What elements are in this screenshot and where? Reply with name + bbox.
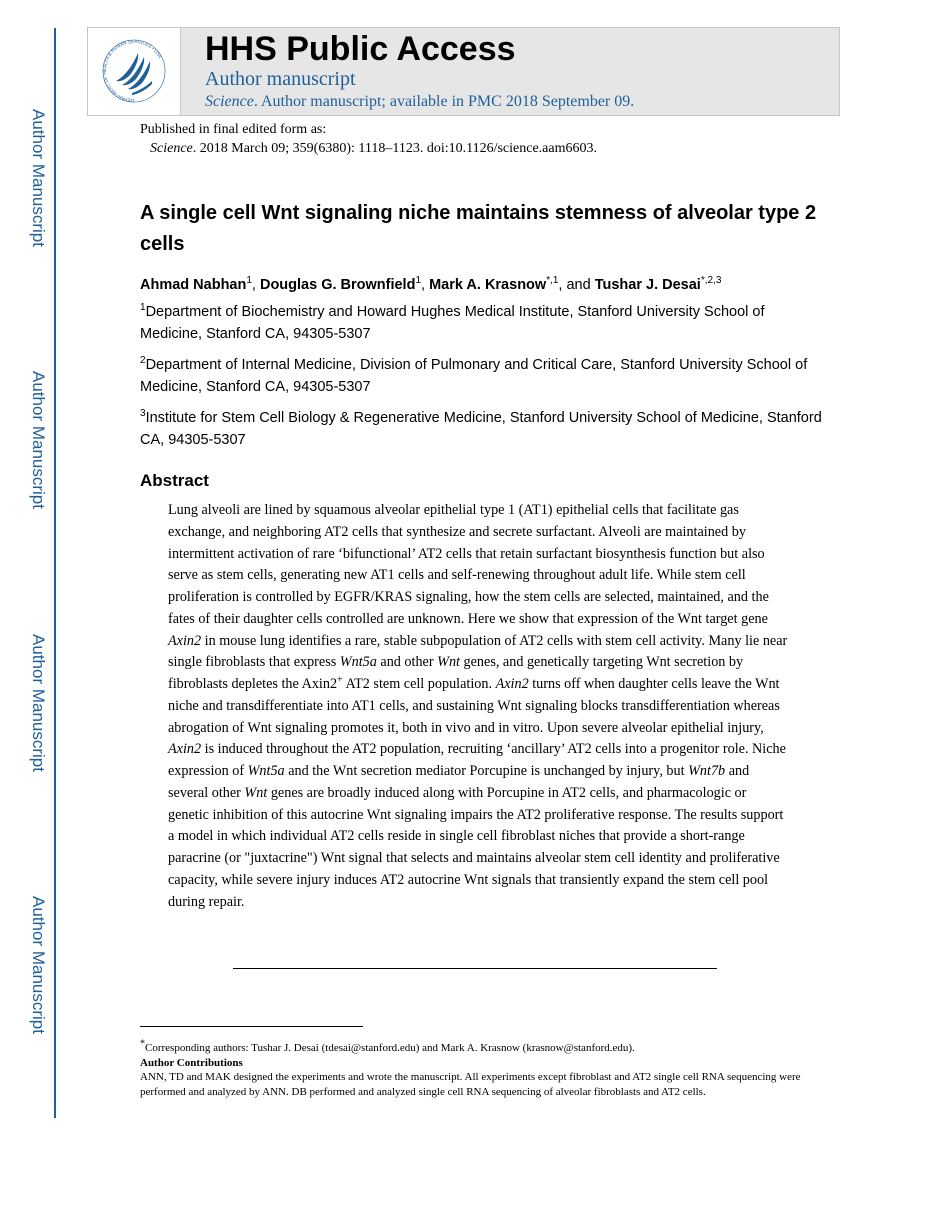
hhs-header <box>87 27 840 116</box>
header-title: HHS Public Access <box>205 30 516 68</box>
footnotes <box>140 1038 820 1099</box>
author-list: Ahmad Nabhan$^1$, Douglas G. Brownfield$^1$, Mark A. Krasnow$^{*,1}$, and Tushar J. Desai$^{*,2,3}$ <box>140 275 722 293</box>
gene-name: Wnt7b <box>688 763 726 779</box>
citation: Science. 2018 March 09; 359(6380): 1118–1123. doi:10.1126/science.aam6603. <box>150 141 597 156</box>
superscript: + <box>337 674 343 686</box>
hhs-eagle-seal-icon <box>102 37 166 105</box>
contributions-heading: Author Contributions <box>140 1056 243 1069</box>
author-name: Tushar J. Desai <box>594 277 701 293</box>
paper-title: A single cell Wnt signaling niche maintains stemness of alveolar type 2 cells <box>140 202 817 255</box>
abstract-heading: Abstract <box>140 471 209 490</box>
sidebar-rule <box>54 28 56 1118</box>
gene-name: Wnt5a <box>339 654 377 671</box>
gene-name: Axin2 <box>495 676 529 692</box>
affiliation-3: $^3$Institute for Stem Cell Biology & Regenerative Medicine, Stanford University School of Medicine, Stanford CA, 94305-5307 <box>140 408 822 448</box>
seal-text: DEPARTMENT OF HEALTH & HUMAN SERVICES • USA <box>102 38 163 104</box>
gene-name: Wnt <box>437 654 460 671</box>
gene-name: Axin2 <box>168 632 202 649</box>
affiliation-2: $^2$Department of Internal Medicine, Division of Pulmonary and Critical Care, Stanford University School of Medicine, Stanford CA, 94305-5307 <box>140 355 808 395</box>
author-affiliation-mark: *,2,3 <box>700 275 722 287</box>
published-label: Published in final edited form as: <box>140 122 327 137</box>
author-affiliation-mark: 1 <box>246 275 252 287</box>
header-subtitle: Author manuscript <box>205 68 356 90</box>
hhs-logo <box>88 28 181 115</box>
corresponding-authors: *Corresponding authors: Tushar J. Desai (tdesai@stanford.edu) and Mark A. Krasnow (krasnow@stanford.edu). <box>140 1038 635 1054</box>
author-name: Mark A. Krasnow <box>429 277 547 293</box>
author-contributions: ANN, TD and MAK designed the experiments and wrote the manuscript. All experiments except fibroblast and AT2 single cell RNA sequencing were performed and analyzed by ANN. DB performed and analyzed single cell RNA sequencing of alveolar fibroblasts and AT2 cells. <box>140 1071 801 1098</box>
author-name: Ahmad Nabhan <box>140 277 247 293</box>
author-name: Douglas G. Brownfield <box>259 277 416 293</box>
abstract-divider <box>233 968 717 969</box>
author-affiliation-mark: 1 <box>415 275 422 287</box>
citation-journal: Science <box>150 141 193 156</box>
header-availability: Science. Author manuscript; available in PMC 2018 September 09. <box>205 93 635 110</box>
gene-name: Axin2 <box>168 741 202 758</box>
journal-name: Science <box>205 93 254 110</box>
author-affiliation-mark: *,1 <box>546 275 559 287</box>
abstract-body: Lung alveoli are lined by squamous alveolar epithelial type 1 (AT1) epithelial cells that facilitate gas exchange, and neighboring AT2 cells that synthesize and secrete surfactant. Alveoli are maintained by intermittent activation of rare ‘bifunctional’ AT2 cells that retain surfactant biosynthesis function but also serve as stem cells, generating new AT1 cells and self-renewing throughout adult life. While stem cell proliferation is controlled by EGFR/KRAS signaling, how the stem cells are selected, maintained, and the fates of their daughter cells controlled are unknown. Here we show that expression of the Wnt target gene Axin2 in mouse lung identifies a rare, stable subpopulation of AT2 cells with stem cell activity. Many lie near single fibroblasts that express Wnt5a and other Wnt genes, and genetically targeting Wnt secretion by fibroblasts depletes the Axin2+ AT2 stem cell population. Axin2 turns off when daughter cells leave the Wnt niche and transdifferentiate into AT1 cells, and sustaining Wnt signaling blocks transdifferentiation whereas abrogation of Wnt signaling promotes it, both in vivo and in vitro. Upon severe alveolar epithelial injury, Axin2 is induced throughout the AT2 population, recruiting ‘ancillary’ AT2 cells into a progenitor role. Niche expression of Wnt5a and the Wnt secretion mediator Porcupine is unchanged by injury, but Wnt7b and several other Wnt genes are broadly induced along with Porcupine in AT2 cells, and pharmacologic or genetic inhibition of this autocrine Wnt signaling impairs the AT2 proliferative response. The results support a model in which individual AT2 cells reside in single cell fibroblast niches that provide a short-range paracrine (or "juxtacrine") Wnt signal that selects and maintains alveolar stem cell identity and proliferative capacity, while severe injury induces AT2 autocrine Wnt signals that transiently expand the stem cell pool during repair. <box>168 502 788 910</box>
footnote-divider <box>140 1026 363 1027</box>
gene-name: Wnt <box>244 784 268 801</box>
gene-name: Wnt5a <box>247 763 285 779</box>
affiliation-1: $^1$Department of Biochemistry and Howard Hughes Medical Institute, Stanford University School of Medicine, Stanford CA, 94305-5307 <box>140 302 765 342</box>
